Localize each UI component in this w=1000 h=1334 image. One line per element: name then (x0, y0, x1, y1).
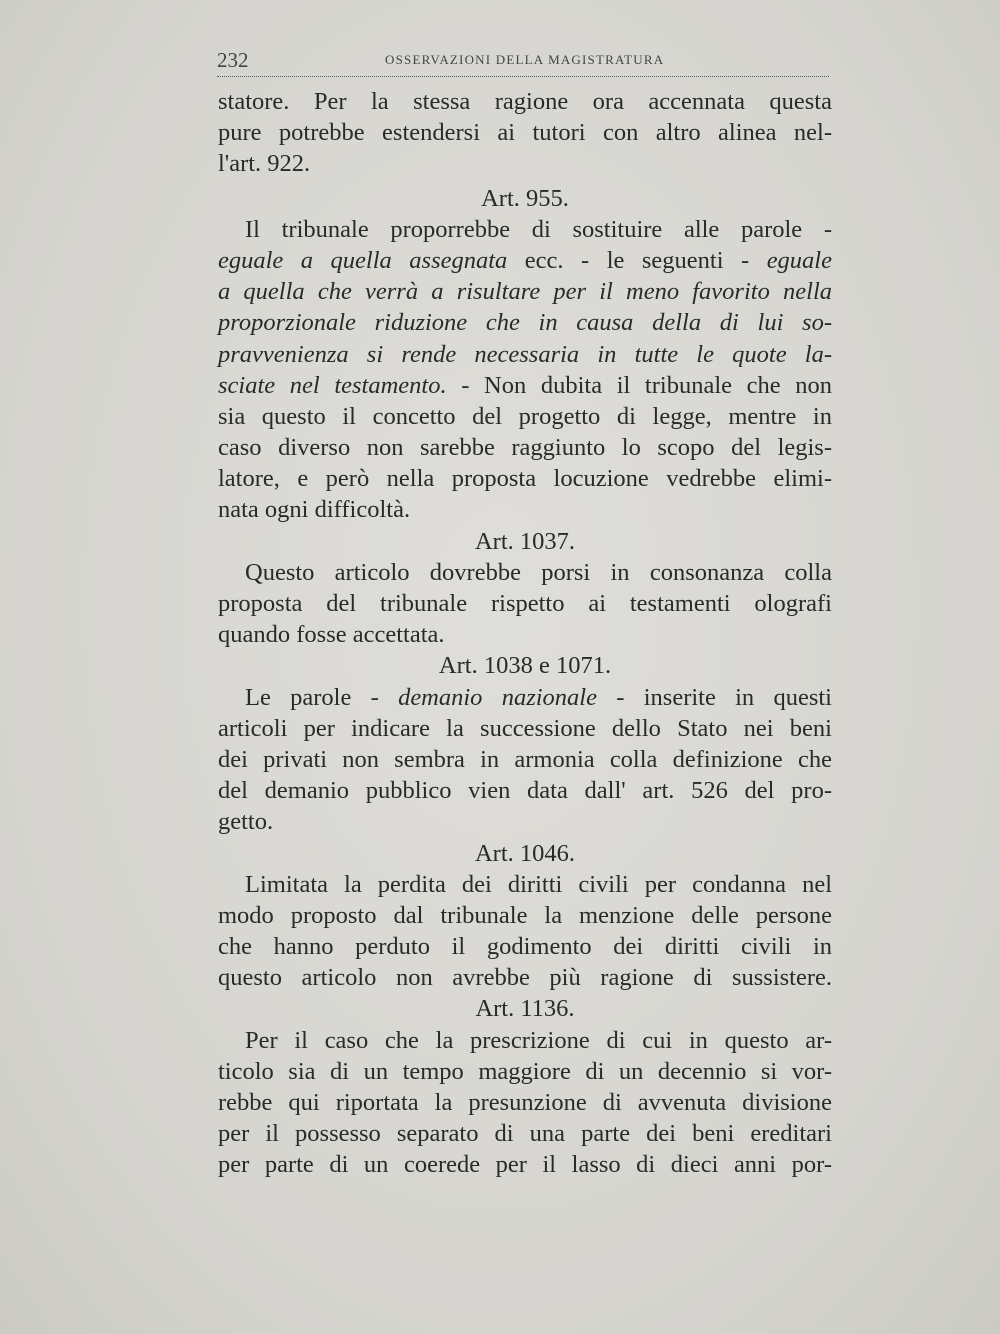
paragraph-art-955 (218, 214, 832, 526)
text-line (218, 307, 832, 338)
text-line: modo proposto dal tribunale la menzione delle persone (218, 901, 832, 929)
italic-phrase: a quella che verrà a risultare per il meno favorito nella (218, 278, 832, 306)
text-span: ecc. - le seguenti - (507, 246, 767, 274)
text-line: Limitata la perdita dei diritti civili per condanna nel (245, 870, 832, 898)
text-span: - Non dubita il tribunale che non (446, 371, 833, 399)
text-line: statore. Per la stessa ragione ora accennata questa (218, 88, 832, 115)
paragraph-art-1037 (218, 557, 832, 651)
italic-phrase: eguale (766, 246, 832, 274)
text-line: articoli per indicare la successione dello Stato nei beni (218, 714, 832, 742)
article-heading-1038: Art. 1038 e 1071. (438, 652, 612, 680)
text-line: che hanno perduto il godimento dei diritti civili in (218, 933, 832, 961)
text-line: proposta del tribunale rispetto ai testamenti olografi (218, 590, 832, 617)
text-line (218, 682, 832, 713)
text-line (218, 276, 832, 307)
text-line: Questo articolo dovrebbe porsi in consonanza colla (245, 558, 832, 586)
paragraph-art-1046 (218, 869, 832, 994)
page-header (217, 48, 829, 77)
text-line (218, 245, 832, 276)
text-line: per parte di un coerede per il lasso di dieci anni por- (218, 1151, 832, 1179)
text-span: Le parole - (245, 683, 399, 711)
text-line: pure potrebbe estendersi ai tutori con altro alinea nel- (218, 119, 832, 147)
text-line: del demanio pubblico vien data dall' art. 526 del pro- (218, 777, 832, 805)
text-line: dei privati non sembra in armonia colla definizione che (218, 745, 832, 773)
running-head: OSSERVAZIONI DELLA MAGISTRATURA (385, 52, 665, 67)
text-line: per il possesso separato di una parte dei beni ereditari (218, 1120, 832, 1148)
text-line: latore, e però nella proposta locuzione vedrebbe elimi- (218, 465, 832, 493)
text-line (218, 339, 832, 370)
text-line (218, 370, 832, 401)
text-line: quando fosse accettata. (218, 621, 445, 649)
text-line: rebbe qui riportata la presunzione di avvenuta divisione (218, 1089, 832, 1116)
text-line: getto. (218, 808, 274, 836)
paragraph-continuation (218, 86, 832, 180)
text-line: caso diverso non sarebbe raggiunto lo scopo del legis- (218, 434, 832, 462)
text-line: Il tribunale proporrebbe di sostituire alle parole - (245, 215, 832, 243)
italic-phrase: pravvenienza si rende necessaria in tutte le quote la- (218, 340, 832, 368)
article-heading-955: Art. 955. (481, 184, 569, 212)
italic-phrase: eguale a quella assegnata (218, 246, 508, 274)
text-line: Per il caso che la prescrizione di cui in questo ar- (245, 1026, 832, 1054)
article-heading-1136: Art. 1136. (475, 995, 575, 1023)
italic-phrase: sciate nel testamento. (218, 371, 447, 399)
article-heading-1046: Art. 1046. (474, 839, 576, 867)
text-line: sia questo il concetto del progetto di legge, mentre in (218, 402, 832, 430)
italic-phrase: proporzionale riduzione che in causa della di lui so- (218, 309, 832, 337)
text-line: questo articolo non avrebbe più ragione di sussistere. (218, 964, 832, 992)
text-line: ticolo sia di un tempo maggiore di un decennio si vor- (218, 1057, 832, 1085)
text-span: - inserite in questi (597, 683, 832, 711)
text-line: nata ogni difficoltà. (218, 496, 411, 524)
italic-phrase: demanio nazionale (398, 683, 597, 711)
page-body (218, 86, 832, 1181)
text-line: l'art. 922. (218, 150, 311, 178)
page-number: 232 (217, 48, 249, 72)
paragraph-art-1136 (218, 1025, 832, 1181)
article-heading-1037: Art. 1037. (474, 527, 576, 555)
paragraph-art-1038 (218, 682, 832, 838)
